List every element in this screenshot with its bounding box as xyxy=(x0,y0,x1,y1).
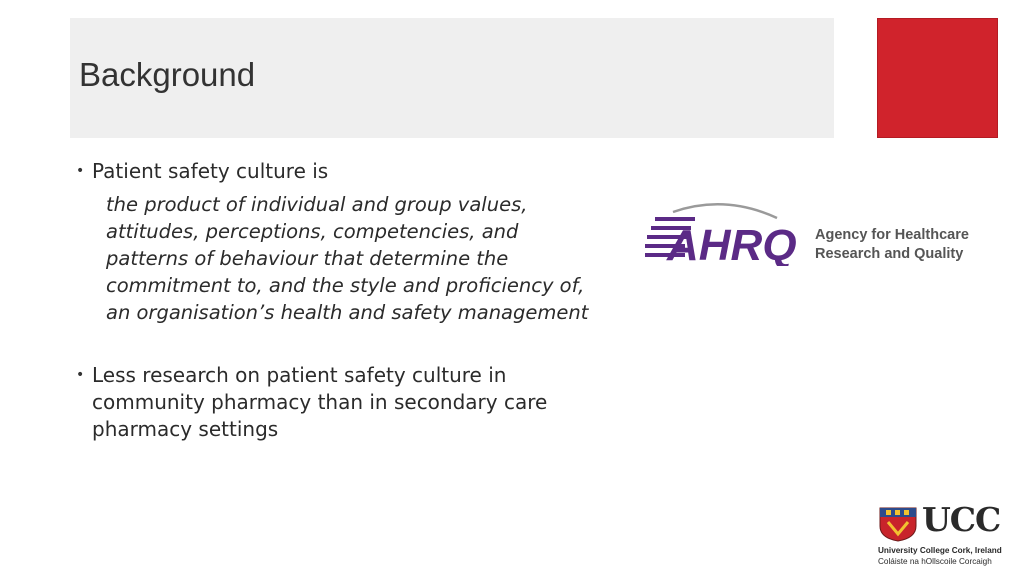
ahrq-agency-name xyxy=(815,226,969,264)
ahrq-line2: Research and Quality xyxy=(815,246,964,262)
ucc-english-name: University College Cork, Ireland xyxy=(878,546,1002,555)
ucc-crest-icon xyxy=(878,506,918,542)
title-band xyxy=(70,18,834,138)
ahrq-mark-text: AHRQ xyxy=(667,221,797,266)
ahrq-logo xyxy=(645,200,990,270)
ucc-irish-name: Coláiste na hOllscoile Corcaigh xyxy=(878,557,992,566)
slide-content xyxy=(76,158,616,443)
slide-title: Background xyxy=(79,56,256,93)
definition-quote: the product of individual and group values, attitudes, perceptions, competencies, and patterns of behaviour that determine the commitment to, and the style and proficiency of, an organisation’s health and safety management xyxy=(106,193,589,324)
ahrq-mark-icon xyxy=(645,200,805,266)
accent-red-block xyxy=(877,18,998,138)
bullet-item xyxy=(76,158,616,185)
ucc-logo xyxy=(876,500,1004,568)
ucc-wordmark: UCC xyxy=(922,500,1001,539)
bullet-text: Less research on patient safety culture in community pharmacy than in secondary care pharmacy settings xyxy=(92,363,548,441)
bullet-dot-icon: • xyxy=(76,163,85,179)
bullet-dot-icon: • xyxy=(76,367,85,383)
bullet-text: Patient safety culture is xyxy=(92,159,329,183)
ahrq-line1: Agency for Healthcare xyxy=(815,227,969,243)
bullet-item xyxy=(76,362,616,443)
